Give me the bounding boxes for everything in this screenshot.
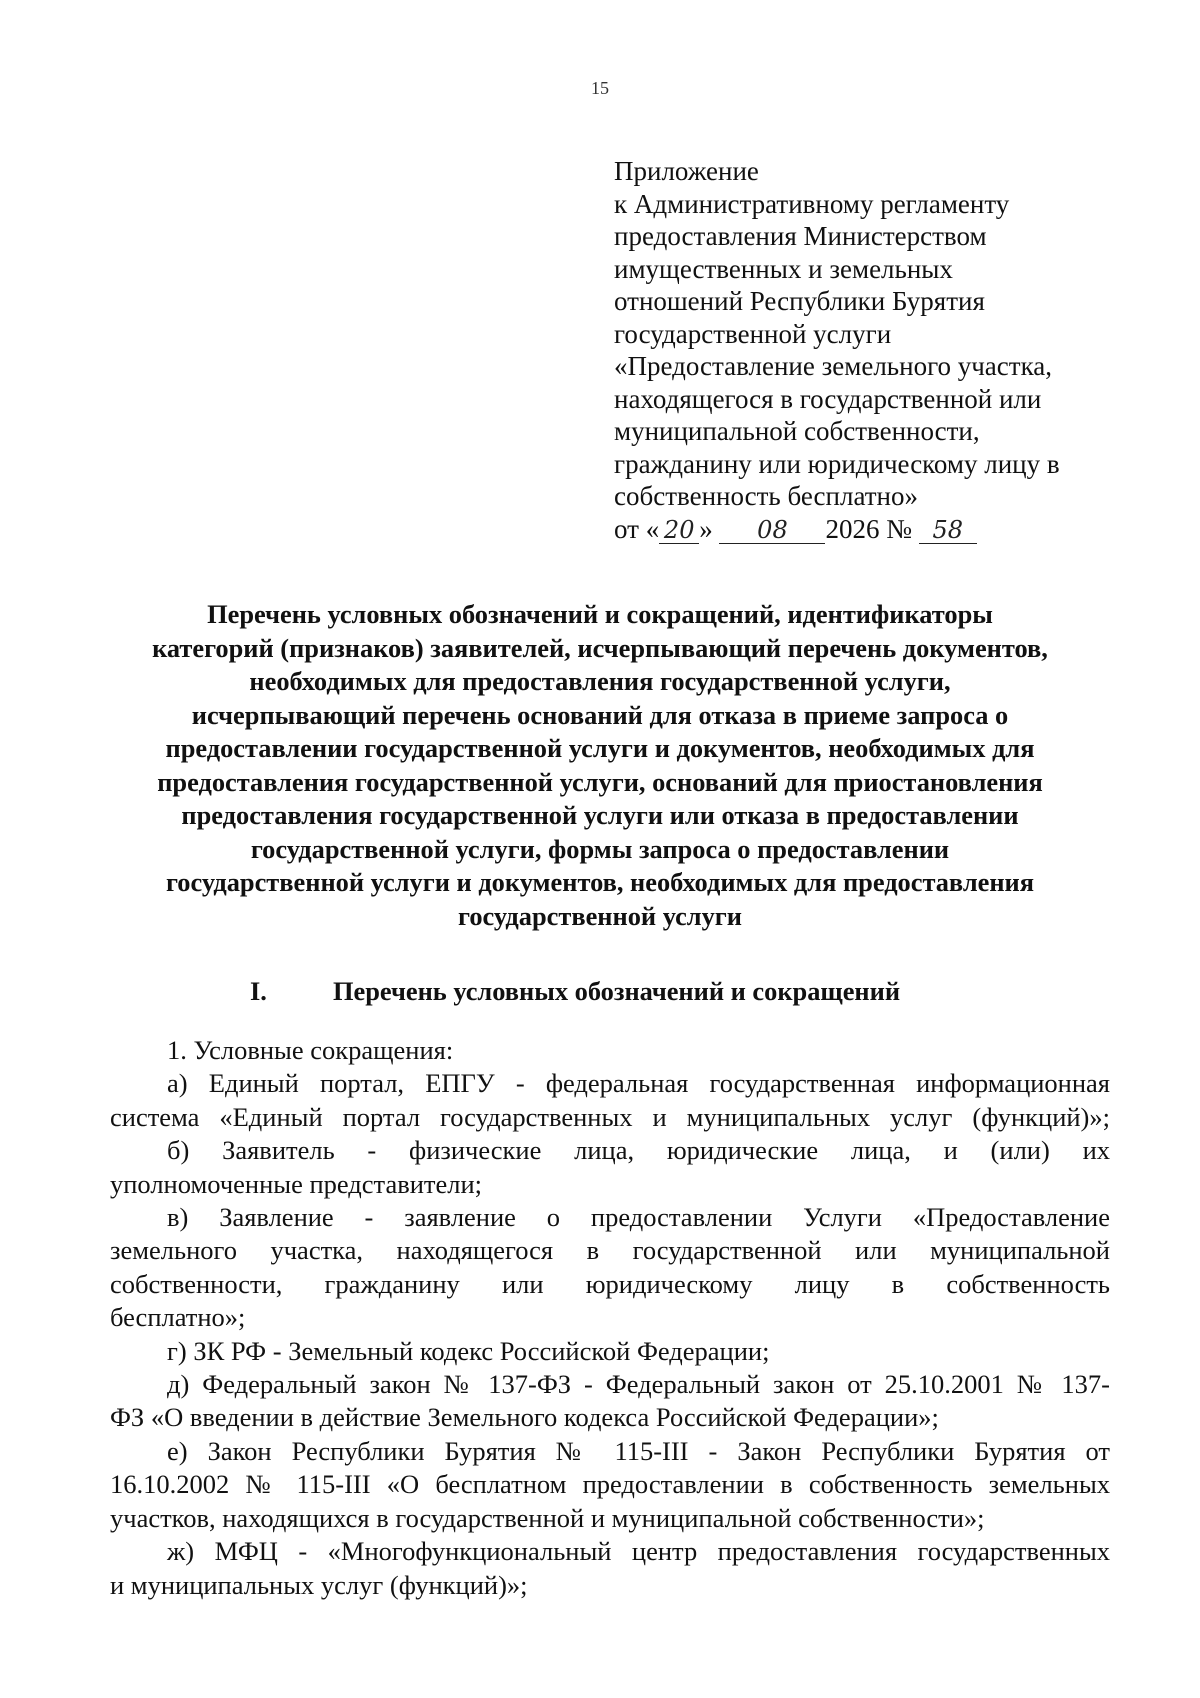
body-line: г) ЗК РФ - Земельный кодекс Российской Федерации; xyxy=(167,1335,770,1366)
title-line: Перечень условных обозначений и сокращений, идентификаторы xyxy=(207,599,993,629)
body-line: е) Закон Республики Бурятия № 115-III - Закон Республики Бурятия от xyxy=(167,1435,1110,1466)
appendix-line: «Предоставление земельного участка, xyxy=(614,351,1053,381)
body-line: и муниципальных услуг (функций)»; xyxy=(110,1569,528,1600)
appendix-line: имущественных и земельных xyxy=(614,253,953,284)
date-prefix: от « xyxy=(614,513,660,544)
date-quote-close: » xyxy=(699,513,713,544)
appendix-line: отношений Республики Бурятия xyxy=(614,286,985,316)
body-line: ФЗ «О введении в действие Земельного кодекса Российской Федерации»; xyxy=(110,1402,939,1433)
date-year: 2026 № xyxy=(825,513,912,544)
body-line: участков, находящихся в государственной и муниципальной собственности»; xyxy=(110,1502,985,1533)
title-line: необходимых для предоставления государственной услуги, xyxy=(249,666,951,696)
appendix-line: государственной услуги xyxy=(614,318,892,349)
title-line: государственной услуги xyxy=(458,900,742,931)
title-line: предоставления государственной услуги, оснований для приостановления xyxy=(157,766,1043,797)
appendix-line: находящегося в государственной или xyxy=(614,383,1042,414)
title-line: предоставления государственной услуги или отказа в предоставлении xyxy=(181,800,1019,830)
body-line: бесплатно»; xyxy=(110,1302,246,1333)
handwritten-day: 20 xyxy=(659,514,699,547)
body-line: собственности, гражданину или юридическому лицу в собственность xyxy=(110,1268,1110,1299)
page-number: 15 xyxy=(591,78,609,98)
appendix-line: муниципальной собственности, xyxy=(614,416,980,446)
title-line: исчерпывающий перечень оснований для отказа в приеме запроса о xyxy=(191,699,1009,730)
body-line: уполномоченные представители; xyxy=(110,1168,483,1199)
appendix-line: предоставления Министерством xyxy=(614,221,987,251)
body-line: в) Заявление - заявление о предоставлении Услуги «Предоставление xyxy=(167,1202,1110,1233)
body-line: 1. Условные сокращения: xyxy=(167,1035,454,1065)
title-line: категорий (признаков) заявителей, исчерпывающий перечень документов, xyxy=(152,632,1048,663)
appendix-block xyxy=(614,155,1084,546)
body-line: 16.10.2002 № 115-III «О бесплатном предоставлении в собственность земельных xyxy=(110,1469,1110,1500)
body-text xyxy=(110,1034,1110,1602)
appendix-line: Приложение xyxy=(614,156,759,186)
appendix-line: к Административному регламенту xyxy=(614,188,1010,219)
body-line: д) Федеральный закон № 137-ФЗ - Федеральный закон от 25.10.2001 № 137- xyxy=(167,1369,1110,1400)
body-line: б) Заявитель - физические лица, юридические лица, и (или) их xyxy=(167,1135,1110,1166)
body-line: а) Единый портал, ЕПГУ - федеральная государственная информационная xyxy=(167,1068,1110,1099)
body-line: земельного участка, находящегося в государственной или муниципальной xyxy=(110,1235,1110,1266)
section-title: Перечень условных обозначений и сокращений xyxy=(333,976,901,1006)
title-line: государственной услуги и документов, необходимых для предоставления xyxy=(165,867,1035,897)
handwritten-month: 08 xyxy=(719,514,825,547)
handwritten-doc-number: 58 xyxy=(919,514,977,547)
section-number: I. xyxy=(250,976,267,1006)
appendix-date-line xyxy=(614,513,1084,547)
document-title xyxy=(110,598,1090,933)
appendix-line: гражданину или юридическому лицу в xyxy=(614,448,1060,479)
title-line: государственной услуги, формы запроса о предоставлении xyxy=(250,833,950,864)
title-line: предоставлении государственной услуги и документов, необходимых для xyxy=(165,733,1035,763)
appendix-line: собственность бесплатно» xyxy=(614,481,918,511)
body-line: система «Единый портал государственных и муниципальных услуг (функций)»; xyxy=(110,1101,1110,1132)
body-line: ж) МФЦ - «Многофункциональный центр предоставления государственных xyxy=(167,1536,1110,1567)
